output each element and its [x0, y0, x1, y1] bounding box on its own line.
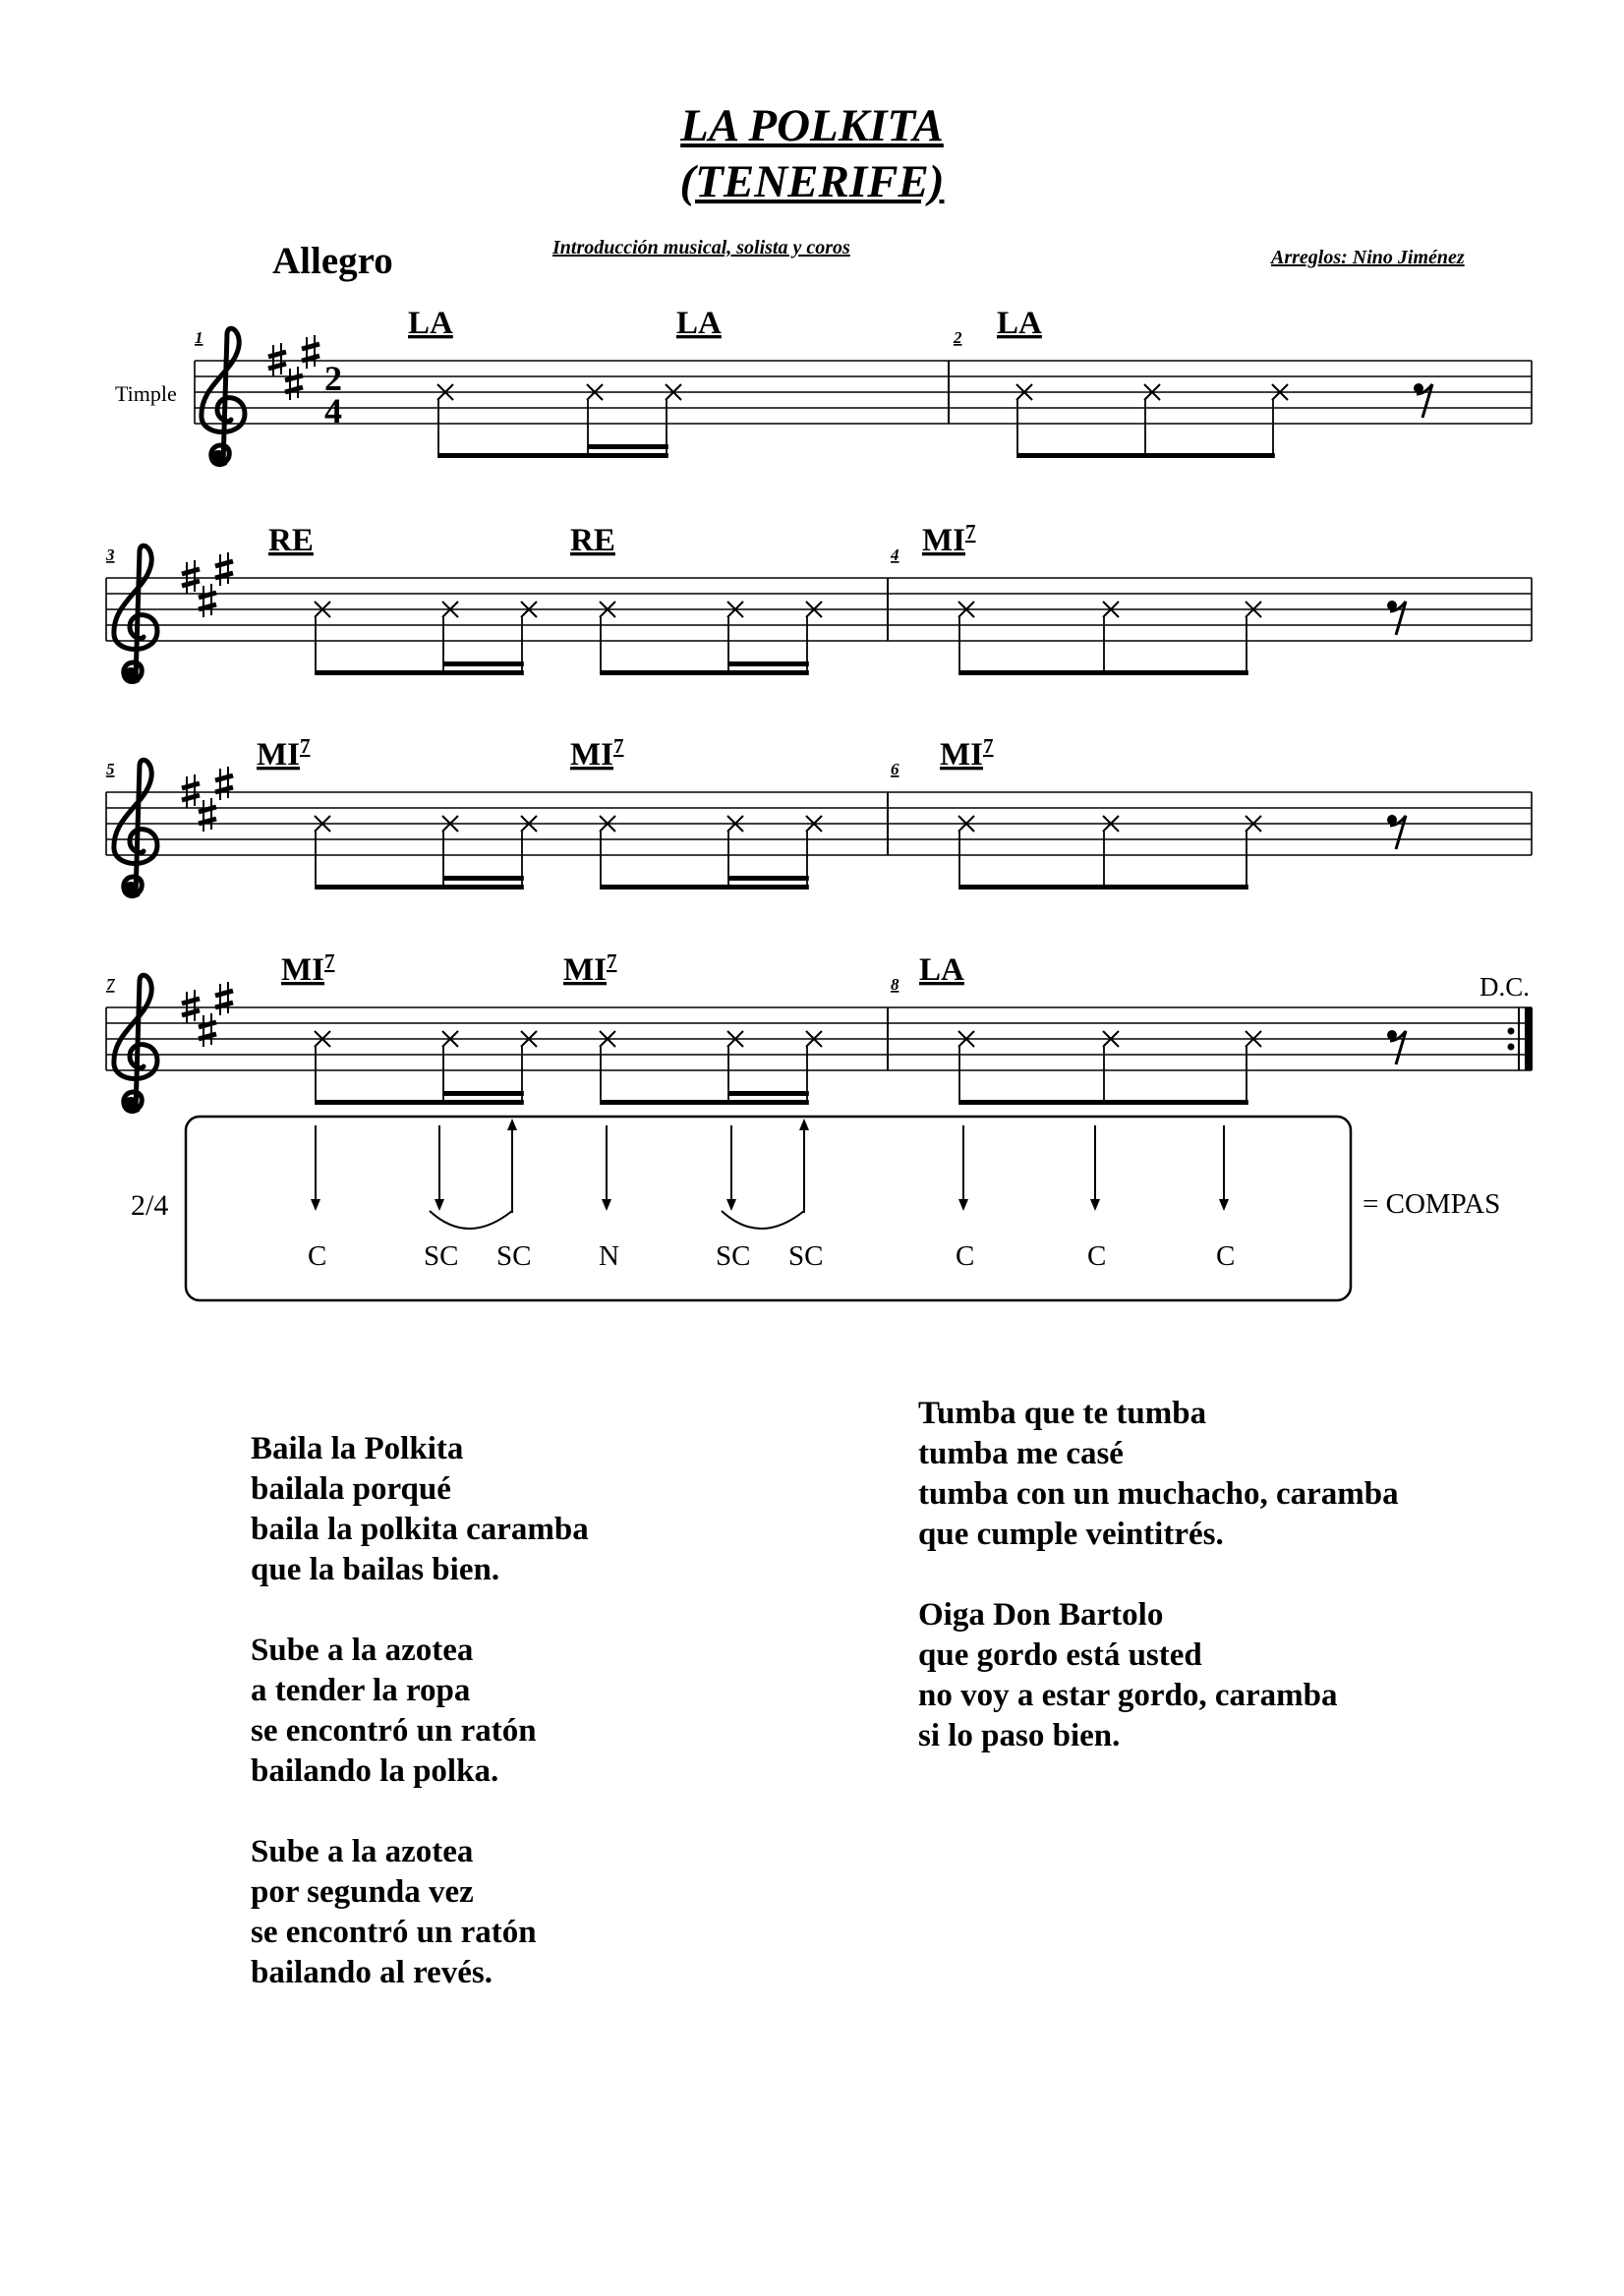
lyric-line: bailando al revés. [251, 1955, 493, 1990]
arranger-credit: Arreglos: Nino Jiménez [1271, 247, 1465, 268]
beam [959, 670, 1248, 675]
strum-label: SC [716, 1240, 751, 1272]
beam [728, 1091, 809, 1096]
lyric-line: Baila la Polkita [251, 1431, 464, 1466]
measure-number: 3 [106, 545, 115, 564]
lyrics-stanza [918, 1394, 1399, 1555]
final-barline [1525, 1007, 1533, 1070]
slur [430, 1211, 512, 1229]
beam [438, 453, 668, 458]
beam [443, 876, 524, 881]
chord-symbol: LA [408, 306, 453, 341]
strum-label: C [1216, 1240, 1236, 1272]
beam [959, 1100, 1248, 1105]
lyric-line: Sube a la azotea [251, 1834, 474, 1869]
beam [316, 1100, 524, 1105]
measure-number: 5 [106, 760, 115, 778]
sharp-icon [215, 552, 233, 586]
strum-label: SC [424, 1240, 459, 1272]
beam [728, 876, 809, 881]
lyric-line: que la bailas bien. [251, 1552, 500, 1587]
beam [316, 885, 524, 890]
chord-symbol: $MI^7$ [570, 734, 624, 773]
chord-symbol: $MI^7$ [940, 734, 994, 773]
strum-label: SC [788, 1240, 824, 1272]
repeat-dot [1508, 1028, 1515, 1035]
lyric-line: que cumple veintitrés. [918, 1517, 1224, 1552]
sharp-icon [215, 767, 233, 800]
lyrics-column-right [918, 1394, 1399, 1797]
eighth-rest-icon [1414, 383, 1432, 418]
staff [106, 1007, 1532, 1070]
strum-label: N [599, 1240, 619, 1272]
down-arrow-icon [435, 1125, 444, 1211]
beam [1017, 453, 1275, 458]
beam [443, 661, 524, 666]
measure-number: 6 [891, 760, 899, 778]
chord-symbol: $MI^7$ [563, 949, 617, 988]
lyric-line: se encontró un ratón [251, 1713, 537, 1749]
lyric-line: que gordo está usted [918, 1637, 1202, 1673]
chord-symbol: RE [268, 523, 314, 558]
sharp-icon [182, 560, 200, 594]
song-title: LA POLKITA [680, 100, 944, 151]
staff [106, 578, 1532, 641]
lyrics-stanza [251, 1429, 589, 1590]
lyric-line: no voy a estar gordo, caramba [918, 1678, 1338, 1713]
lyric-line: bailala porqué [251, 1471, 451, 1507]
beam [316, 670, 524, 675]
strum-label: C [1087, 1240, 1107, 1272]
sharp-icon [182, 990, 200, 1023]
down-arrow-icon [726, 1125, 736, 1211]
chord-symbol: RE [570, 523, 615, 558]
lyric-line: a tender la ropa [251, 1673, 471, 1708]
lyric-line: por segunda vez [251, 1874, 474, 1910]
down-arrow-icon [1090, 1125, 1100, 1211]
up-arrow-icon [507, 1119, 517, 1213]
da-capo-mark: D.C. [1479, 972, 1531, 1002]
beam [601, 885, 809, 890]
beam [959, 885, 1248, 890]
beam [443, 1091, 524, 1096]
strum-label: C [956, 1240, 975, 1272]
eighth-rest-icon [1387, 601, 1406, 635]
chord-symbol: LA [676, 306, 722, 341]
sharp-icon [268, 343, 286, 376]
treble-clef-icon [114, 760, 157, 895]
strum-legend-equals: = COMPAS [1363, 1188, 1501, 1220]
measure-number: 8 [891, 975, 899, 994]
up-arrow-icon [799, 1119, 809, 1213]
treble-clef-icon [202, 328, 245, 464]
lyric-line: Sube a la azotea [251, 1633, 474, 1668]
treble-clef-icon [114, 545, 157, 681]
sharp-icon [199, 1013, 216, 1047]
measure-number: 4 [891, 545, 899, 564]
chord-symbol: LA [997, 306, 1042, 341]
eighth-rest-icon [1387, 815, 1406, 849]
down-arrow-icon [1219, 1125, 1229, 1211]
beam [728, 661, 809, 666]
sharp-icon [285, 367, 303, 400]
down-arrow-icon [602, 1125, 611, 1211]
lyric-line: Oiga Don Bartolo [918, 1597, 1164, 1633]
lyrics-stanza [251, 1631, 589, 1792]
tempo-marking: Allegro [272, 240, 393, 282]
instrument-label: Timple [115, 381, 177, 406]
song-subtitle-location: (TENERIFE) [679, 156, 945, 207]
lyric-line: baila la polkita caramba [251, 1512, 589, 1547]
time-signature-bottom: 4 [324, 391, 342, 430]
sharp-icon [199, 584, 216, 617]
lyric-line: tumba me casé [918, 1436, 1124, 1471]
staff [195, 361, 1532, 424]
strum-legend-box [186, 1117, 1351, 1300]
measure-number: 2 [954, 328, 962, 347]
arrangement-note: Introducción musical, solista y coros [552, 237, 850, 258]
measure-number: 7 [106, 975, 115, 994]
sharp-icon [215, 982, 233, 1015]
lyric-line: si lo paso bien. [918, 1718, 1121, 1753]
sharp-icon [302, 335, 319, 369]
treble-clef-icon [114, 975, 157, 1111]
slur [722, 1211, 804, 1229]
strum-legend-meter: 2/4 [131, 1189, 169, 1222]
beam [588, 444, 668, 449]
lyric-line: se encontró un ratón [251, 1915, 537, 1950]
strum-label: C [308, 1240, 327, 1272]
repeat-dot [1508, 1044, 1515, 1051]
lyric-line: bailando la polka. [251, 1753, 499, 1789]
lyrics-stanza [251, 1832, 589, 1993]
eighth-rest-icon [1387, 1030, 1406, 1064]
down-arrow-icon [958, 1125, 968, 1211]
time-signature-top: 2 [324, 359, 342, 398]
sharp-icon [182, 775, 200, 808]
sharp-icon [199, 798, 216, 832]
staff [106, 792, 1532, 855]
lyric-line: tumba con un muchacho, caramba [918, 1476, 1399, 1512]
down-arrow-icon [311, 1125, 320, 1211]
strum-label: SC [496, 1240, 532, 1272]
beam [601, 670, 809, 675]
chord-symbol: $MI^7$ [257, 734, 311, 773]
chord-symbol: $MI^7$ [922, 520, 976, 558]
measure-number: 1 [195, 328, 203, 347]
chord-symbol: LA [919, 952, 964, 988]
lyric-line: Tumba que te tumba [918, 1396, 1207, 1431]
beam [601, 1100, 809, 1105]
lyrics-column-left [251, 1429, 589, 2034]
chord-symbol: $MI^7$ [281, 949, 335, 988]
lyrics-stanza [918, 1595, 1399, 1756]
